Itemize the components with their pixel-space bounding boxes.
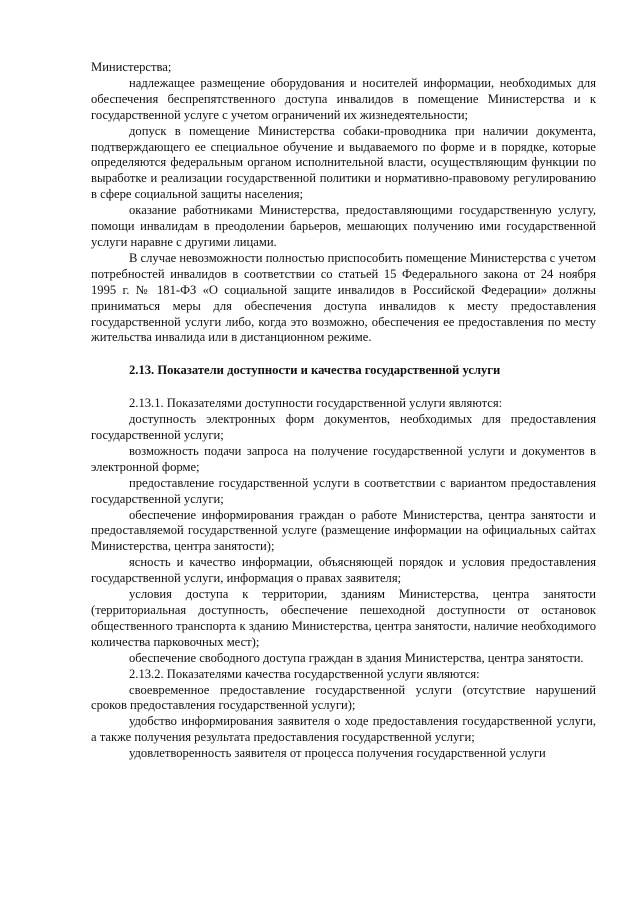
paragraph: предоставление государственной услуги в соответствии с вариантом предоставления государственной услуги; <box>91 475 596 506</box>
paragraph: допуск в помещение Министерства собаки-проводника при наличии документа, подтверждающего ее специальное обучение и выдаваемого по форме и в порядке, которые определяются федеральным органом исполнительной власти, осуществляющим функции по выработке и реализации государственной политики и нормативно-правовому регулированию в сфере социальной защиты населения; <box>91 123 596 202</box>
paragraph: доступность электронных форм документов, необходимых для предоставления государственной услуги; <box>91 412 596 443</box>
paragraph: Министерства; <box>91 60 172 74</box>
paragraph: обеспечение информирования граждан о работе Министерства, центра занятости и предоставляемой государственной услуге (размещение информации на официальных сайтах Министерства, центра занятости); <box>91 507 596 554</box>
paragraph: обеспечение свободного доступа граждан в здания Министерства, центра занятости. <box>129 650 584 665</box>
section-heading: 2.13. Показатели доступности и качества государственной услуги <box>129 363 501 378</box>
paragraph: ясность и качество информации, объясняющей порядок и условия предоставления государственной услуги, информация о правах заявителя; <box>91 555 596 586</box>
paragraph: 2.13.1. Показателями доступности государственной услуги являются: <box>129 396 503 411</box>
paragraph: удовлетворенность заявителя от процесса получения государственной услуги <box>129 746 546 761</box>
paragraph: В случае невозможности полностью приспособить помещение Министерства с учетом потребностей инвалидов в соответствии со статьей 15 Федерального закона от 24 ноября 1995 г. № 181-ФЗ «О социальной защите инвалидов в Российской Федерации» должны приниматься меры для обеспечения доступа инвалидов к месту предоставления государственной услуги либо, когда это возможно, обеспечения ее предоставления по месту жительства инвалида или в дистанционном режиме. <box>91 250 596 345</box>
document-page <box>91 60 596 762</box>
paragraph: 2.13.2. Показателями качества государственной услуги являются: <box>129 666 480 681</box>
paragraph: надлежащее размещение оборудования и носителей информации, необходимых для обеспечения беспрепятственного доступа инвалидов в помещение Министерства и к государственной услуге с учетом ограничений их жизнедеятельности; <box>91 75 596 122</box>
paragraph: удобство информирования заявителя о ходе предоставления государственной услуги, а также получения результата предоставления государственной услуги; <box>91 714 596 745</box>
paragraph: возможность подачи запроса на получение государственной услуги и документов в электронной форме; <box>91 443 596 474</box>
paragraph: оказание работниками Министерства, предоставляющими государственную услугу, помощи инвалидам в преодолении барьеров, мешающих получению ими государственной услуги наравне с другими лицами. <box>91 203 596 249</box>
paragraph: условия доступа к территории, зданиям Министерства, центра занятости (территориальная доступность, обеспечение пешеходной доступности от остановок общественного транспорта к зданию Министерства, центра занятости, наличие необходимого количества парковочных мест); <box>91 587 596 649</box>
paragraph: своевременное предоставление государственной услуги (отсутствие нарушений сроков предоставления государственной услуги); <box>91 682 596 713</box>
